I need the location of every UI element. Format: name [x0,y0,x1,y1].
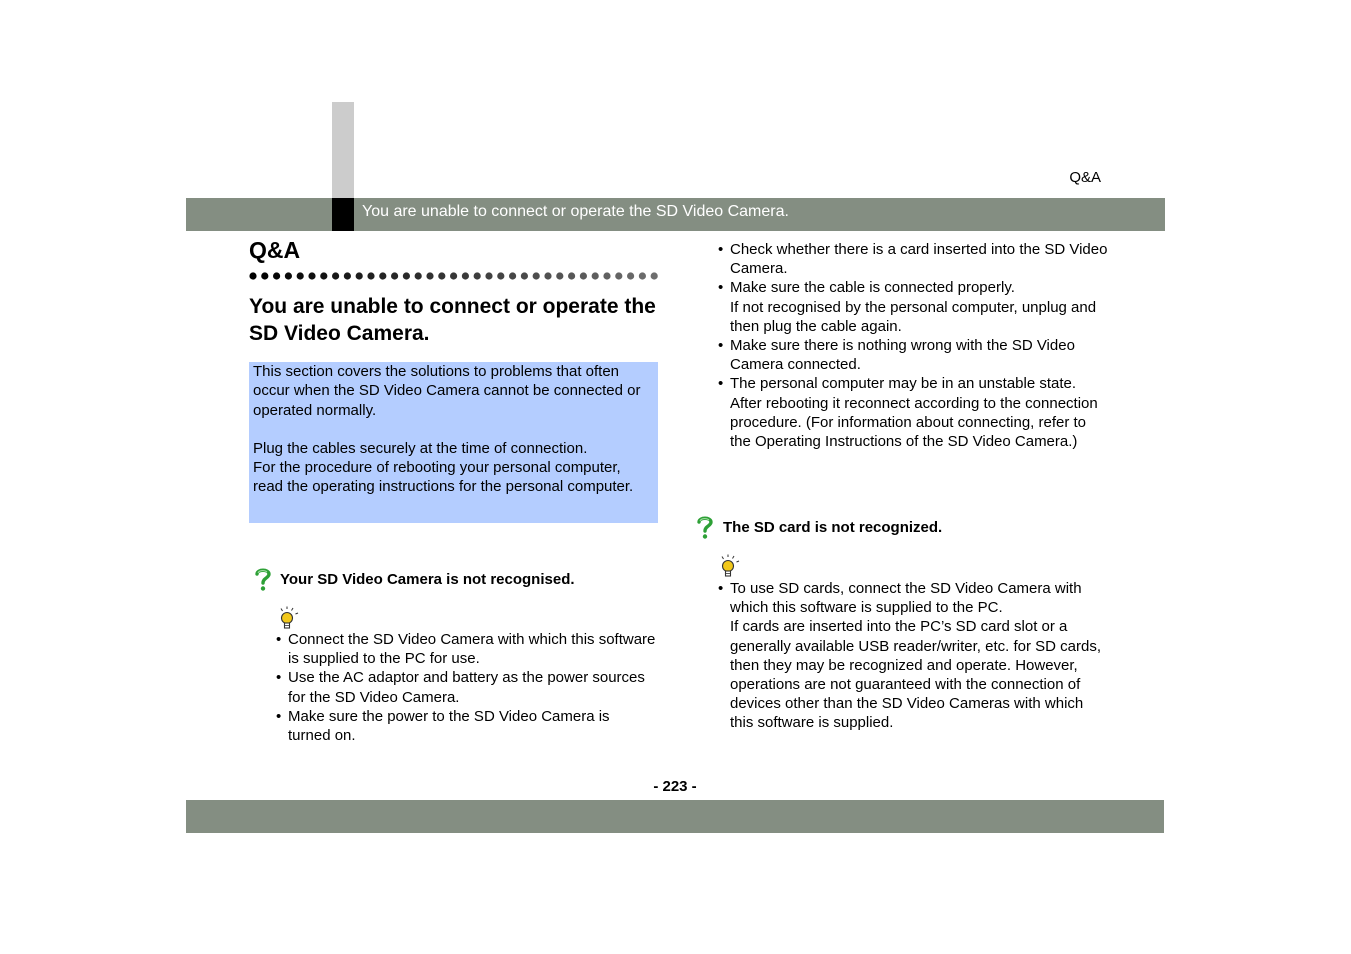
divider-dot [639,272,646,279]
divider-dot [308,272,315,279]
intro-box [249,362,658,523]
question-mark-icon [253,566,273,592]
divider-dot [273,272,280,279]
divider-dot [320,272,327,279]
divider-dot [438,272,445,279]
chapter-tab [332,102,354,198]
list-item: • Check whether there is a card inserted into the SD Video Camera. [718,241,1108,278]
divider-dot [426,272,433,279]
answer-list [718,579,1103,733]
list-item: • To use SD cards, connect the SD Video Camera with which this software is supplied to the PC. If cards are inserted into the PC’s SD card slot or a generally available USB reader/writer, etc. for SD cards, then they may be recognized and operate. However, operations are not guaranteed with the connection of devices other than the SD Video Cameras with which this software is supplied. [718,580,1101,732]
header-bar-marker [332,198,354,231]
divider-dot [474,272,481,279]
divider-dot [344,272,351,279]
divider-dot [603,272,610,279]
divider-dot [391,272,398,279]
list-item: • Make sure the cable is connected properly. If not recognised by the personal computer, unplug and then plug the cable again. [718,279,1097,335]
divider-dot [415,272,422,279]
list-item: • Connect the SD Video Camera with which this software is supplied to the PC for use. [276,631,656,668]
divider-dot [485,272,492,279]
divider-dot [462,272,469,279]
divider-dot [592,272,599,279]
divider-dot [285,272,292,279]
header-bar-title: You are unable to connect or operate the SD Video Camera. [362,203,789,220]
divider-dot [509,272,516,279]
list-item: • Use the AC adaptor and battery as the power sources for the SD Video Camera. [276,669,645,706]
question-mark-icon [695,514,715,540]
list-item: • Make sure the power to the SD Video Camera is turned on. [276,707,610,745]
divider-dot [615,272,622,279]
divider-dot [450,272,457,279]
divider-dot [533,272,540,279]
divider-dot [580,272,587,279]
divider-dot [367,272,374,279]
divider-dot [297,272,304,279]
intro-paragraph: Plug the cables securely at the time of connection. [253,439,588,457]
divider-dot [521,272,528,279]
list-item: • Make sure there is nothing wrong with the SD Video Camera connected. [718,337,1075,374]
divider-dot [568,272,575,279]
intro-paragraph: For the procedure of rebooting your personal computer, read the operating instructions for the personal computer. [253,459,634,496]
divider-dot [332,272,339,279]
footer-bar [186,800,1164,833]
divider-dot [556,272,563,279]
divider-dot [261,272,268,279]
divider-dot [651,272,658,279]
divider-dot [497,272,504,279]
section-label: Q&A [1069,169,1101,186]
divider-dot [403,272,410,279]
page-number: - 223 - [653,778,697,795]
answer-list-continued [718,240,1108,451]
divider-dot [356,272,363,279]
list-item: • The personal computer may be in an unstable state. After rebooting it reconnect according to the connection procedure. (For information about connecting, refer to the Operating Instructions of the SD Video Camera.) [718,375,1098,451]
light-bulb-icon [278,606,300,632]
divider-dot [544,272,551,279]
question-title: Your SD Video Camera is not recognised. [280,571,575,588]
page-heading: Q&A [249,237,301,263]
dotted-divider [249,268,661,286]
divider-dot [379,272,386,279]
answer-list [276,630,656,745]
question-title: The SD card is not recognized. [723,519,943,536]
intro-paragraph: This section covers the solutions to problems that often occur when the SD Video Camera cannot be connected or operated normally. [253,363,641,419]
light-bulb-icon [719,554,741,580]
page-title: You are unable to connect or operate the SD Video Camera. [249,295,656,345]
divider-dot [249,272,256,279]
divider-dot [627,272,634,279]
